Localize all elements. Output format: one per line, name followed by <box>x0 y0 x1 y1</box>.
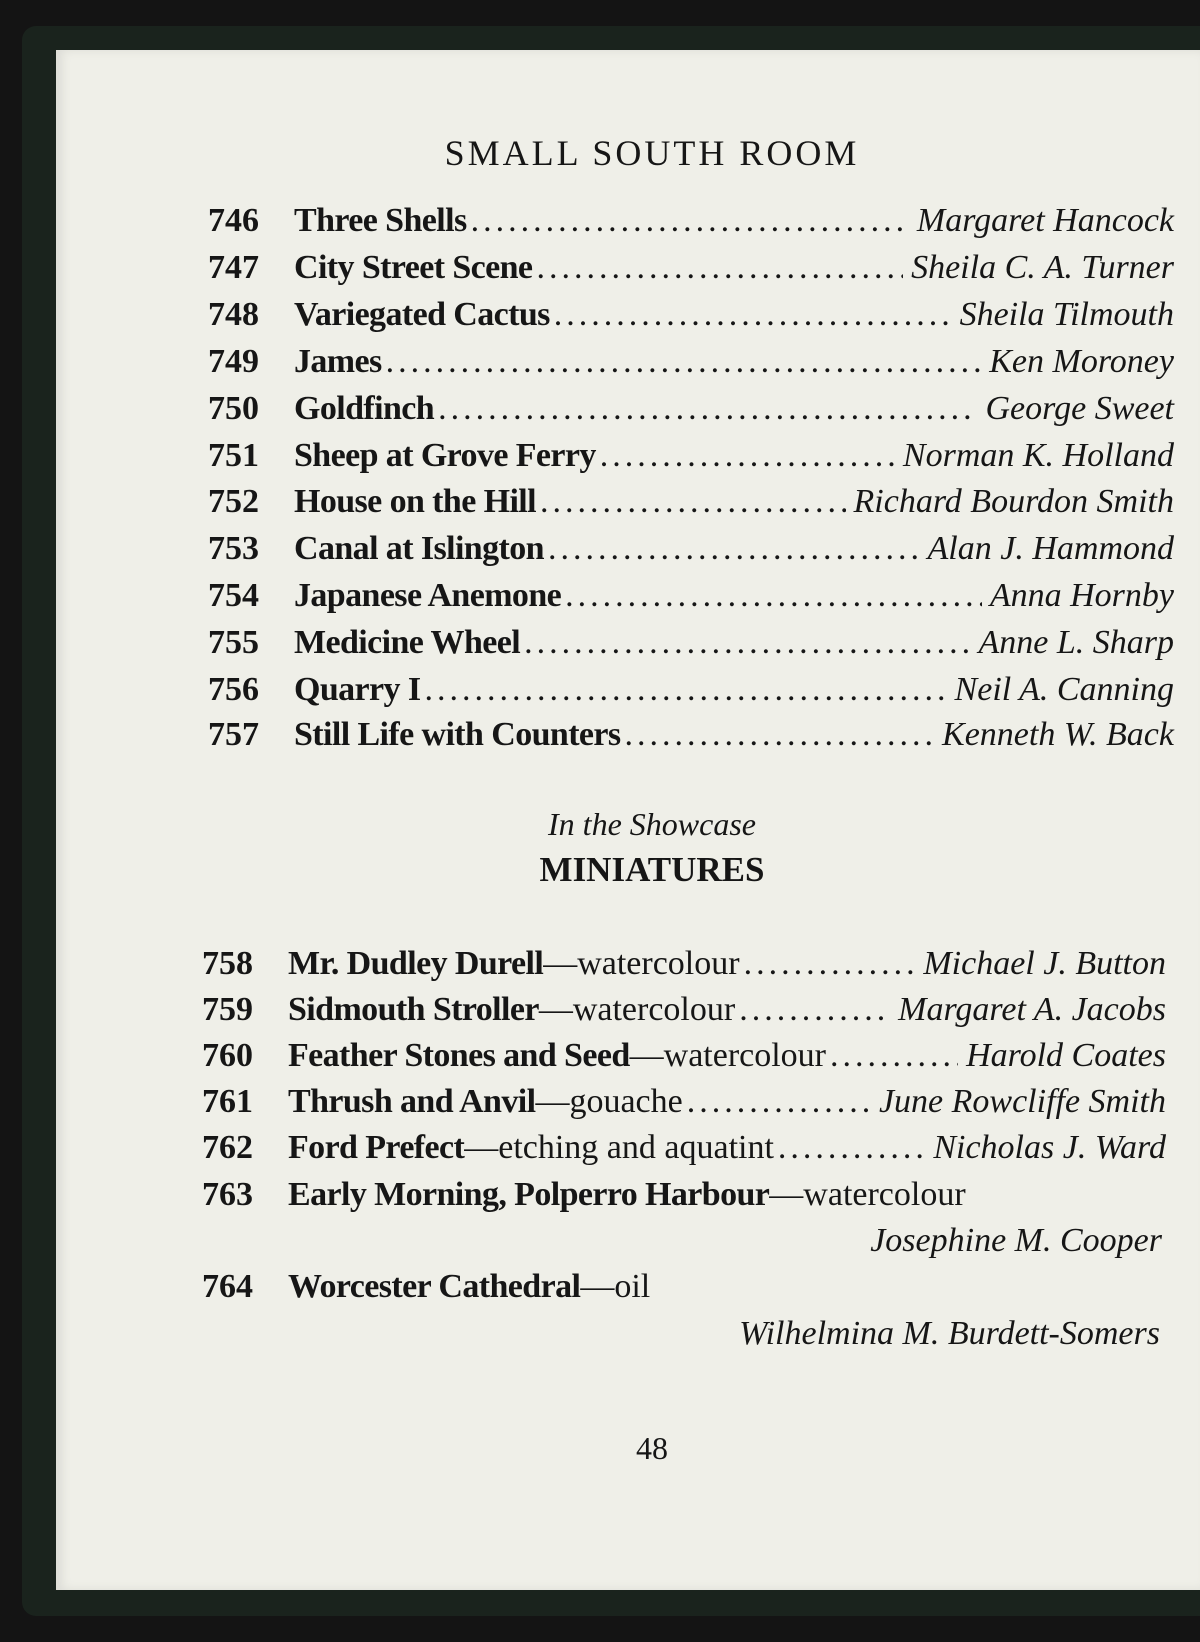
entry-title: Medicine Wheel <box>294 624 521 661</box>
entry-number: 756 <box>208 671 259 708</box>
catalogue-entry <box>208 249 1174 293</box>
catalogue-entry <box>208 671 1174 715</box>
catalogue-entry <box>208 716 1174 760</box>
miniature-entry <box>202 945 1166 989</box>
entry-title: Mr. Dudley Durell <box>288 945 544 982</box>
entry-title: Goldfinch <box>294 390 435 427</box>
catalogue-entry <box>208 202 1174 246</box>
entry-artist: Sheila C. A. Turner <box>911 249 1174 286</box>
entry-title: Variegated Cactus <box>294 296 550 333</box>
entry-artist: Alan J. Hammond <box>927 530 1174 567</box>
catalogue-entry <box>208 577 1174 621</box>
entry-number: 760 <box>202 1037 253 1074</box>
catalogue-entry <box>208 437 1174 481</box>
entry-number: 749 <box>208 343 259 380</box>
entry-number: 757 <box>208 716 259 753</box>
entry-title: Sidmouth Stroller <box>288 991 539 1028</box>
miniature-entry <box>202 991 1166 1035</box>
dot-leader <box>687 1083 871 1121</box>
entry-artist: Josephine M. Cooper <box>870 1222 1162 1259</box>
entry-medium: —oil <box>580 1268 651 1305</box>
entry-artist: Wilhelmina M. Burdett-Somers <box>739 1315 1160 1352</box>
miniature-entry <box>202 1129 1166 1173</box>
entry-title: Quarry I <box>294 671 421 708</box>
entry-title: Early Morning, Polperro Harbour <box>288 1176 770 1213</box>
dot-leader <box>438 390 977 428</box>
miniatures-heading: MINIATURES <box>539 850 765 889</box>
entry-artist: Norman K. Holland <box>902 437 1174 474</box>
entry-artist: Margaret Hancock <box>916 202 1174 239</box>
dot-leader <box>830 1037 958 1075</box>
entry-title: Still Life with Counters <box>294 716 621 753</box>
dot-leader <box>471 202 909 240</box>
entry-title: Worcester Cathedral <box>288 1268 581 1305</box>
entry-title: Thrush and Anvil <box>288 1083 536 1120</box>
catalogue-entry <box>208 343 1174 387</box>
entry-number: 752 <box>208 483 259 520</box>
dot-leader <box>540 483 846 521</box>
miniature-entry <box>202 1176 1166 1220</box>
entry-number: 764 <box>202 1268 253 1305</box>
entry-number: 759 <box>202 991 253 1028</box>
miniature-entry <box>202 1083 1166 1127</box>
entry-artist: Sheila Tilmouth <box>959 296 1174 333</box>
dot-leader <box>600 437 895 475</box>
dot-leader <box>548 530 920 568</box>
entry-title: James <box>294 343 382 380</box>
entry-artist: George Sweet <box>985 390 1174 427</box>
entry-medium: —watercolour <box>629 1037 827 1074</box>
entry-artist: Nicholas J. Ward <box>933 1129 1166 1166</box>
entry-number: 763 <box>202 1176 253 1213</box>
dot-leader <box>554 296 952 334</box>
entry-number: 750 <box>208 390 259 427</box>
entry-artist: Anne L. Sharp <box>978 624 1174 661</box>
catalogue-entry <box>208 624 1174 668</box>
entry-title: Feather Stones and Seed <box>288 1037 630 1074</box>
entry-number: 762 <box>202 1129 253 1166</box>
entry-artist: Richard Bourdon Smith <box>853 483 1174 520</box>
entry-artist: Harold Coates <box>966 1037 1166 1074</box>
entry-number: 754 <box>208 577 259 614</box>
dot-leader <box>524 624 970 662</box>
miniature-entry <box>202 1037 1166 1081</box>
entry-artist: Anna Hornby <box>989 577 1174 614</box>
entry-medium: —watercolour <box>538 991 736 1028</box>
entry-number: 751 <box>208 437 259 474</box>
entry-medium: —watercolour <box>543 945 740 982</box>
entry-number: 748 <box>208 296 259 333</box>
page-title: SMALL SOUTH ROOM <box>444 133 860 173</box>
entry-artist: Margaret A. Jacobs <box>898 991 1166 1028</box>
catalogue-page <box>56 50 1200 1590</box>
catalogue-entry <box>208 296 1174 340</box>
entry-artist: Neil A. Canning <box>954 671 1174 708</box>
dot-leader <box>744 945 916 983</box>
entry-artist: Michael J. Button <box>923 945 1166 982</box>
entry-artist: Ken Moroney <box>989 343 1174 380</box>
dot-leader <box>565 577 982 615</box>
entry-number: 755 <box>208 624 259 661</box>
entry-medium: —watercolour <box>769 1176 966 1213</box>
entry-artist: Kenneth W. Back <box>942 716 1174 753</box>
entry-artist: June Rowcliffe Smith <box>878 1083 1166 1120</box>
dot-leader <box>386 343 982 381</box>
entry-title: Ford Prefect <box>288 1129 465 1166</box>
entry-number: 746 <box>208 202 259 239</box>
entry-number: 761 <box>202 1083 253 1120</box>
entry-medium: —etching and aquatint <box>464 1129 774 1166</box>
entry-title: Japanese Anemone <box>294 577 562 614</box>
entry-title: House on the Hill <box>294 483 536 520</box>
entry-medium: —gouache <box>535 1083 683 1120</box>
catalogue-entry <box>208 530 1174 574</box>
dot-leader <box>778 1129 925 1167</box>
dot-leader <box>625 716 934 754</box>
entry-number: 753 <box>208 530 259 567</box>
catalogue-entry <box>208 483 1174 527</box>
dot-leader <box>424 671 946 709</box>
dot-leader <box>739 991 890 1029</box>
catalogue-entry <box>208 390 1174 434</box>
page-number: 48 <box>636 1430 668 1466</box>
entry-number: 758 <box>202 945 253 982</box>
miniature-entry <box>202 1268 1166 1312</box>
showcase-label: In the Showcase <box>548 806 756 842</box>
entry-title: City Street Scene <box>294 249 533 286</box>
entry-title: Canal at Islington <box>294 530 544 567</box>
entry-title: Sheep at Grove Ferry <box>294 437 596 474</box>
entry-title: Three Shells <box>294 202 467 239</box>
entry-number: 747 <box>208 249 259 286</box>
dot-leader <box>536 249 903 287</box>
